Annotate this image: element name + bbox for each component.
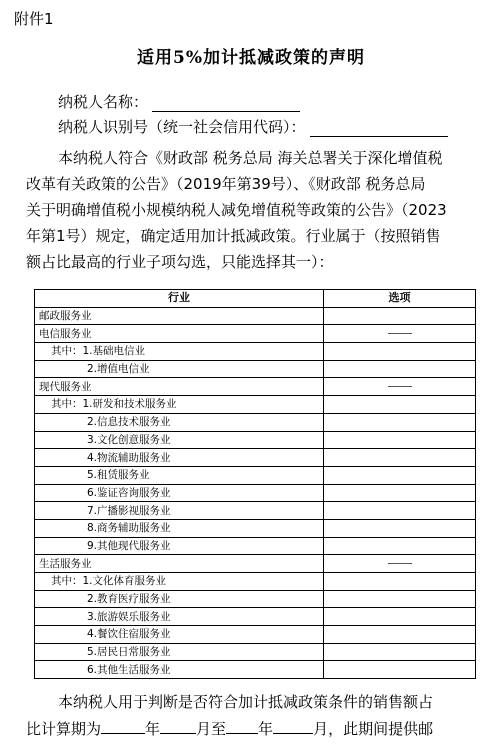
option-cell-postal[interactable]: [324, 307, 476, 325]
industry-tourism-entertainment: 3.旅游娱乐服务业: [35, 608, 324, 626]
industry-leasing: 5.租赁服务业: [35, 466, 324, 484]
industry-table: [34, 289, 476, 679]
option-cell-assurance-consulting[interactable]: [324, 484, 476, 502]
end-month-blank[interactable]: [273, 718, 313, 734]
period-suffix: 月，此期间提供邮: [313, 720, 434, 738]
table-row: [35, 643, 476, 661]
industry-basic-telecom: 其中：1.基础电信业: [35, 343, 324, 361]
table-row: [35, 360, 476, 378]
industry-other-modern: 9.其他现代服务业: [35, 537, 324, 555]
month-to-label: 月至: [196, 720, 227, 738]
dash-mark: [388, 386, 412, 387]
industry-logistics-aux: 4.物流辅助服务业: [35, 449, 324, 467]
option-cell-logistics-aux[interactable]: [324, 449, 476, 467]
industry-modern-services: 现代服务业: [35, 378, 324, 396]
start-year-blank[interactable]: [101, 718, 145, 734]
intro-paragraph: [26, 145, 486, 275]
year-label: 年: [145, 720, 161, 738]
table-header-row: [35, 290, 476, 308]
option-cell-culture-sports[interactable]: [324, 573, 476, 591]
option-column-header: 选项: [324, 290, 476, 308]
table-row: [35, 431, 476, 449]
option-cell-telecom-na: [324, 325, 476, 343]
industry-resident-daily: 5.居民日常服务业: [35, 643, 324, 661]
option-cell-catering-lodging[interactable]: [324, 626, 476, 644]
closing-line-period: [26, 716, 486, 743]
option-cell-it-services[interactable]: [324, 413, 476, 431]
intro-line: 改革有关政策的公告》（2019年第39号）、《财政部 税务总局: [26, 175, 426, 193]
option-cell-other-modern[interactable]: [324, 537, 476, 555]
table-row: [35, 573, 476, 591]
table-row: [35, 466, 476, 484]
table-row: [35, 325, 476, 343]
option-cell-rd-tech[interactable]: [324, 396, 476, 414]
document-title: 适用5%加计抵减政策的声明: [137, 48, 365, 68]
taxpayer-id-blank[interactable]: [310, 120, 448, 137]
intro-line: 年第1号）规定，确定适用加计抵减政策。行业属于（按照销售: [26, 227, 441, 245]
industry-value-added-telecom: 2.增值电信业: [35, 360, 324, 378]
industry-cultural-creative: 3.文化创意服务业: [35, 431, 324, 449]
dash-mark: [388, 333, 412, 334]
industry-broadcast-film: 7.广播影视服务业: [35, 502, 324, 520]
intro-line: 关于明确增值税小规模纳税人减免增值税等政策的公告》（2023: [26, 201, 447, 219]
industry-column-header: 行业: [35, 290, 324, 308]
taxpayer-name-field: [58, 91, 300, 112]
table-row: [35, 519, 476, 537]
closing-paragraph: [26, 689, 486, 743]
option-cell-business-aux[interactable]: [324, 519, 476, 537]
option-cell-leasing[interactable]: [324, 466, 476, 484]
table-row: [35, 449, 476, 467]
table-row: [35, 502, 476, 520]
option-cell-other-life[interactable]: [324, 661, 476, 679]
option-cell-life-na: [324, 555, 476, 573]
end-year-blank[interactable]: [226, 718, 258, 734]
table-row: [35, 537, 476, 555]
taxpayer-id-field: [58, 116, 448, 137]
industry-life-services: 生活服务业: [35, 555, 324, 573]
option-cell-basic-telecom[interactable]: [324, 343, 476, 361]
closing-line: 本纳税人用于判断是否符合加计抵减政策条件的销售额占: [58, 693, 434, 711]
table-row: [35, 343, 476, 361]
period-prefix: 比计算期为: [26, 720, 102, 738]
industry-culture-sports: 其中：1.文化体育服务业: [35, 573, 324, 591]
intro-line: 本纳税人符合《财政部 税务总局 海关总署关于深化增值税: [58, 149, 443, 167]
industry-telecom: 电信服务业: [35, 325, 324, 343]
option-cell-tourism-entertainment[interactable]: [324, 608, 476, 626]
industry-education-medical: 2.教育医疗服务业: [35, 590, 324, 608]
industry-catering-lodging: 4.餐饮住宿服务业: [35, 626, 324, 644]
industry-assurance-consulting: 6.鉴证咨询服务业: [35, 484, 324, 502]
attachment-label: 附件1: [14, 10, 54, 28]
option-cell-modern-na: [324, 378, 476, 396]
industry-postal: 邮政服务业: [35, 307, 324, 325]
option-cell-value-added-telecom[interactable]: [324, 360, 476, 378]
industry-other-life: 6.其他生活服务业: [35, 661, 324, 679]
start-month-blank[interactable]: [160, 718, 196, 734]
table-row: [35, 484, 476, 502]
taxpayer-id-label: 纳税人识别号（统一社会信用代码）：: [58, 118, 306, 136]
industry-business-aux: 8.商务辅助服务业: [35, 519, 324, 537]
taxpayer-name-label: 纳税人名称：: [58, 93, 149, 111]
table-row: [35, 307, 476, 325]
industry-rd-tech: 其中：1.研发和技术服务业: [35, 396, 324, 414]
option-cell-cultural-creative[interactable]: [324, 431, 476, 449]
table-row: [35, 555, 476, 573]
table-row: [35, 413, 476, 431]
option-cell-broadcast-film[interactable]: [324, 502, 476, 520]
table-row: [35, 378, 476, 396]
table-row: [35, 590, 476, 608]
dash-mark: [388, 563, 412, 564]
taxpayer-name-blank[interactable]: [152, 95, 300, 112]
industry-it-services: 2.信息技术服务业: [35, 413, 324, 431]
intro-line: 额占比最高的行业子项勾选，只能选择其一）：: [26, 253, 334, 271]
table-row: [35, 608, 476, 626]
table-row: [35, 626, 476, 644]
option-cell-education-medical[interactable]: [324, 590, 476, 608]
table-row: [35, 396, 476, 414]
year-label: 年: [258, 720, 274, 738]
option-cell-resident-daily[interactable]: [324, 643, 476, 661]
table-row: [35, 661, 476, 679]
